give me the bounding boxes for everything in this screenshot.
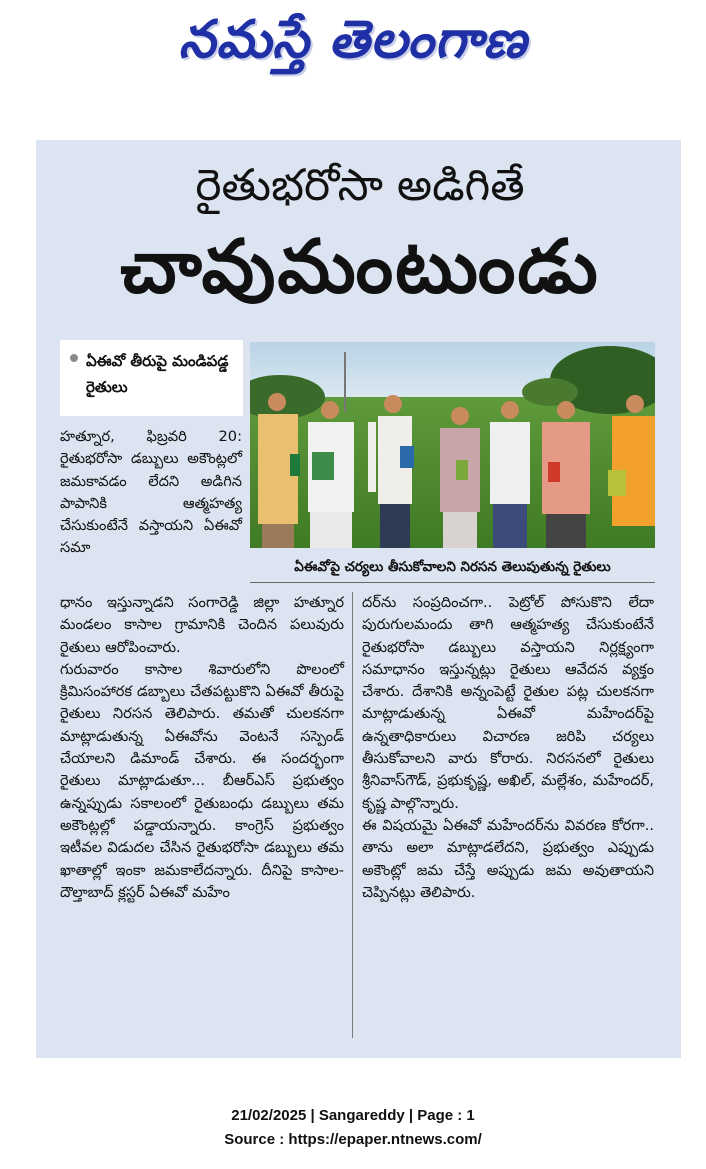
- masthead-title: నమస్తే తెలంగాణ: [178, 9, 528, 70]
- article-paragraph: గురువారం కాసాల శివారులోని పొలంలో క్రిమిసంహారక డబ్బాలు చేతపట్టుకొని ఏఈవో తీరుపై రైతులు నిరసన తెలిపారు. తమతో చులకనగా మాట్లాడుతున్న ఏఈవోను వెంటనే సస్పెండ్ చేయాలని డిమాండ్ చేశారు. ఈ సందర్భంగా రైతులు మాట్లాడుతూ... బీఆర్ఎస్ ప్రభుత్వం ఉన్నప్పుడు సకాలంలో రైతుబంధు డబ్బులు తమ అకౌంట్లల్లో పడ్డాయన్నారు. కాంగ్రెస్ ప్రభుత్వం ఇటీవల విడుదల చేసిన రైతుభరోసా డబ్బులు తమ ఖాతాల్లో ఇంకా జమకాలేదన్నారు. దీనిపై కాసాల-దౌల్తాబాద్ క్లస్టర్ ఏఈవో మహేం: [60, 660, 344, 901]
- callout-text: ఏఈవో తీరుపై మండిపడ్డ రైతులు: [86, 352, 229, 396]
- farmers-protest-photo: [250, 342, 655, 548]
- page-footer: [0, 1104, 706, 1152]
- column-divider: [352, 592, 353, 1038]
- photo-caption: ఏఈవోపై చర్యలు తీసుకోవాలని నిరసన తెలుపుతున్న రైతులు: [250, 552, 655, 583]
- footer-source: Source : https://epaper.ntnews.com/: [224, 1131, 482, 1148]
- footer-date-edition: 21/02/2025 | Sangareddy | Page : 1: [231, 1107, 475, 1124]
- headline-line-1: రైతుభరోసా అడిగితే: [195, 160, 525, 211]
- article-paragraph: ధానం ఇస్తున్నాడని సంగారెడ్డి జిల్లా హత్నూర మండలం కాసాల గ్రామానికి చెందిన పలువురు రైతులు ఆరోపించారు.: [60, 594, 344, 656]
- masthead: [0, 0, 706, 92]
- article-right-column: [362, 592, 654, 904]
- news-photo: [250, 342, 655, 548]
- article-left-column: [60, 592, 344, 904]
- article-intro: హత్నూర, ఫిబ్రవరి 20: రైతుభరోసా డబ్బులు అకౌంట్లలో జమకావడం లేదని అడిగిన పాపానికి ఆత్మహత్య చేసుకుంటేనే వస్తాయని ఏఈవో సమా: [60, 428, 242, 557]
- article-intro-column: [60, 426, 242, 560]
- callout-box: [60, 340, 243, 416]
- article-paragraph: దర్‌ను సంప్రదించగా.. పెట్రోల్ పోసుకొని లేదా పురుగులమందు తాగి ఆత్మహత్య చేసుకుంటేనే రైతుభరోసా డబ్బులు వస్తాయని నిర్లక్ష్యంగా సమాధానం ఇస్తున్నట్లు రైతులు ఆవేదన వ్యక్తం చేశారు. దేశానికి అన్నంపెట్టే రైతుల పట్ల చులకనగా మాట్లాడుతున్న ఏఈవో మహేందర్‌పై ఉన్నతాధికారులు విచారణ జరిపి చర్యలు తీసుకోవాలని వారు కోరారు. నిరసనలో రైతులు శ్రీనివాస్‌గౌడ్, ప్రభుకృష్ణ, అఖిల్, మల్లేశం, మహేందర్, కృష్ణ పాల్గొన్నారు.: [362, 594, 654, 812]
- headline-line-2: చావుమంటుండు: [120, 224, 600, 310]
- article-paragraph: ఈ విషయమై ఏఈవో మహేందర్‌ను వివరణ కోరగా.. తాను అలా మాట్లాడలేదని, ప్రభుత్వం ఎప్పుడు అకౌంట్లో జమ చేస్తే అప్పుడు జమ అవుతాయని చెప్పినట్లు తెలిపారు.: [362, 816, 654, 901]
- bullet-icon: [70, 354, 78, 362]
